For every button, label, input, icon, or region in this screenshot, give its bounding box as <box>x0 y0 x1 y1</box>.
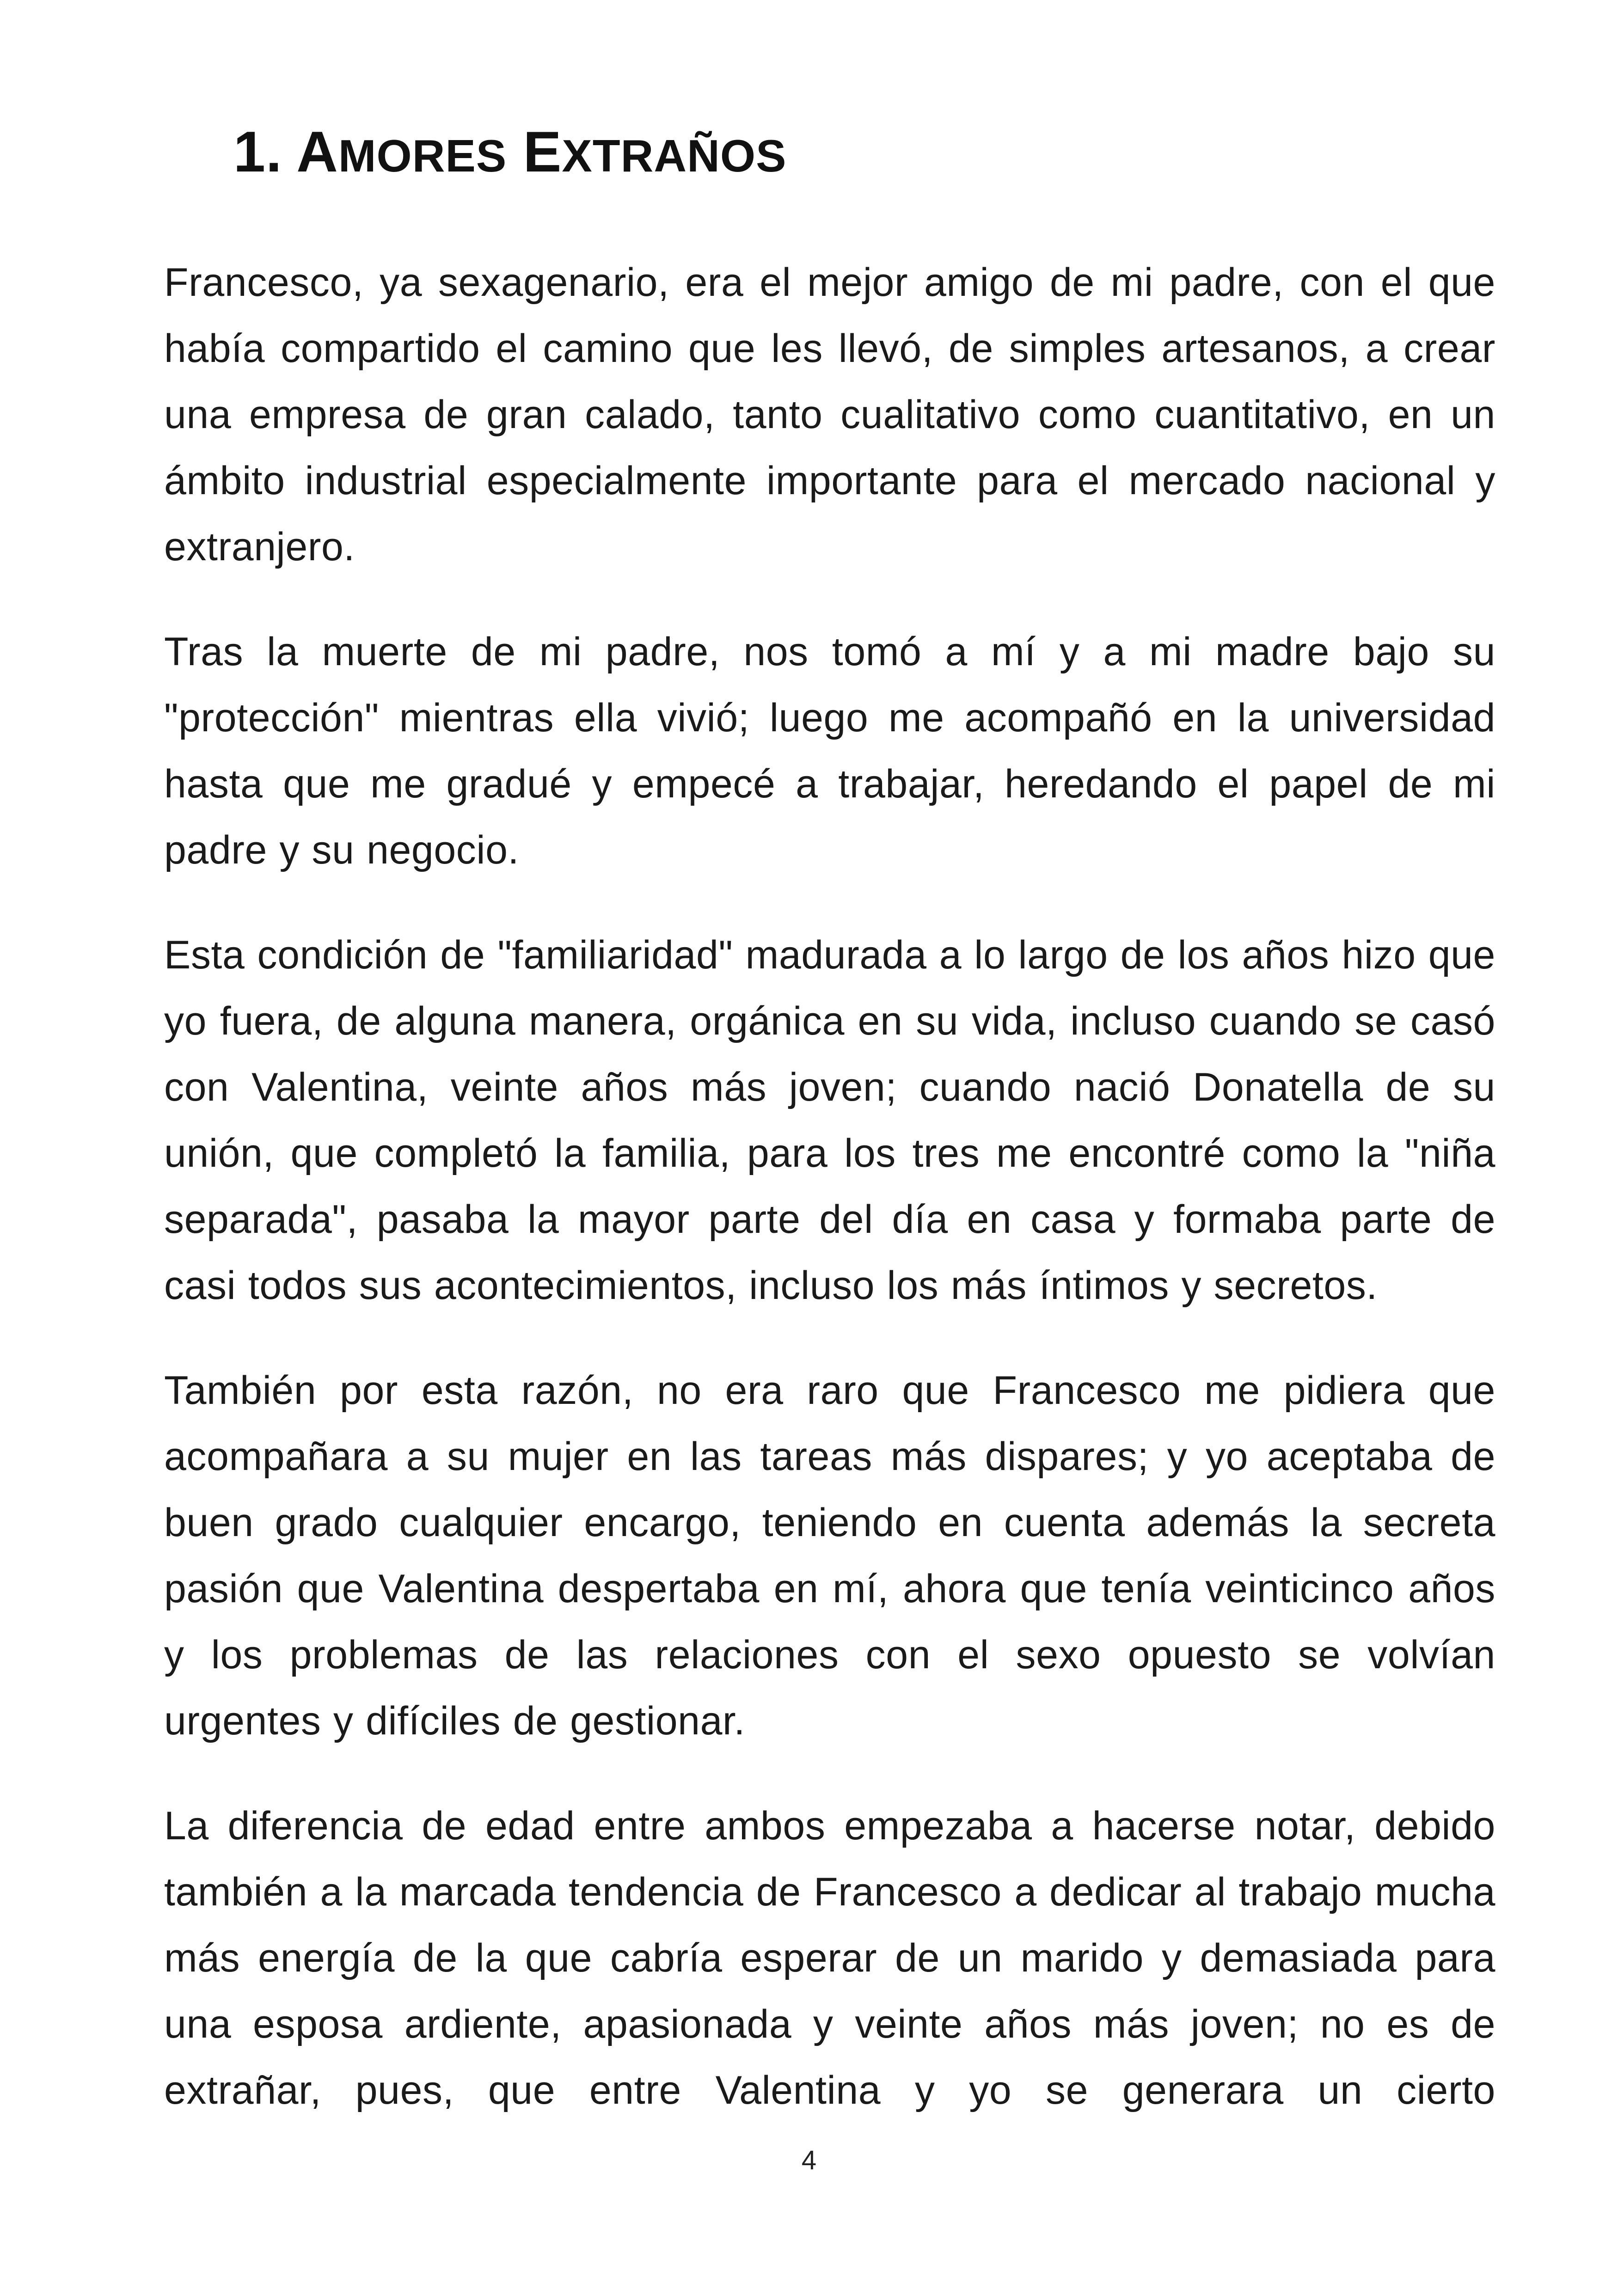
chapter-title-word-1-rest: MORES <box>338 130 507 181</box>
chapter-title-word-2-rest: XTRAÑOS <box>562 130 787 181</box>
paragraph-3: Esta condición de "familiaridad" madurada a lo largo de los años hizo que yo fuera, de alguna manera, orgánica en su vida, incluso cuando se casó con Valentina, veinte años más joven; cuando nació Donatella de su unión, que completó la familia, para los tres me encontré como la "niña separada", pasaba la mayor parte del día en casa y formaba parte de casi todos sus acontecimientos, incluso los más íntimos y secretos. <box>164 933 1495 1308</box>
page-number: 4 <box>801 2145 817 2175</box>
chapter-body <box>164 250 1495 2124</box>
paragraph-1: Francesco, ya sexagenario, era el mejor amigo de mi padre, con el que había compartido el camino que les llevó, de simples artesanos, a crear una empresa de gran calado, tanto cualitativo como cuantitativo, en un ámbito industrial especialmente importante para el mercado nacional y extranjero. <box>164 260 1495 569</box>
chapter-title <box>233 118 787 187</box>
paragraph-5: La diferencia de edad entre ambos empezaba a hacerse notar, debido también a la marcada tendencia de Francesco a dedicar al trabajo mucha más energía de la que cabría esperar de un marido y demasiada para una esposa ardiente, apasionada y veinte años más joven; no es de extrañar, pues, que entre Valentina y yo se generara un cierto <box>164 1804 1495 2112</box>
chapter-title-initial-2: E <box>523 120 562 184</box>
paragraph-2: Tras la muerte de mi padre, nos tomó a mí y a mi madre bajo su "protección" mientras ella vivió; luego me acompañó en la universidad hasta que me gradué y empecé a trabajar, heredando el papel de mi padre y su negocio. <box>164 630 1495 872</box>
chapter-title-initial-1: A <box>296 120 338 184</box>
chapter-number: 1. <box>233 120 282 184</box>
paragraph-4: También por esta razón, no era raro que Francesco me pidiera que acompañara a su mujer en las tareas más dispares; y yo aceptaba de buen grado cualquier encargo, teniendo en cuenta además la secreta pasión que Valentina despertaba en mí, ahora que tenía veinticinco años y los problemas de las relaciones con el sexo opuesto se volvían urgentes y difíciles de gestionar. <box>164 1368 1495 1743</box>
